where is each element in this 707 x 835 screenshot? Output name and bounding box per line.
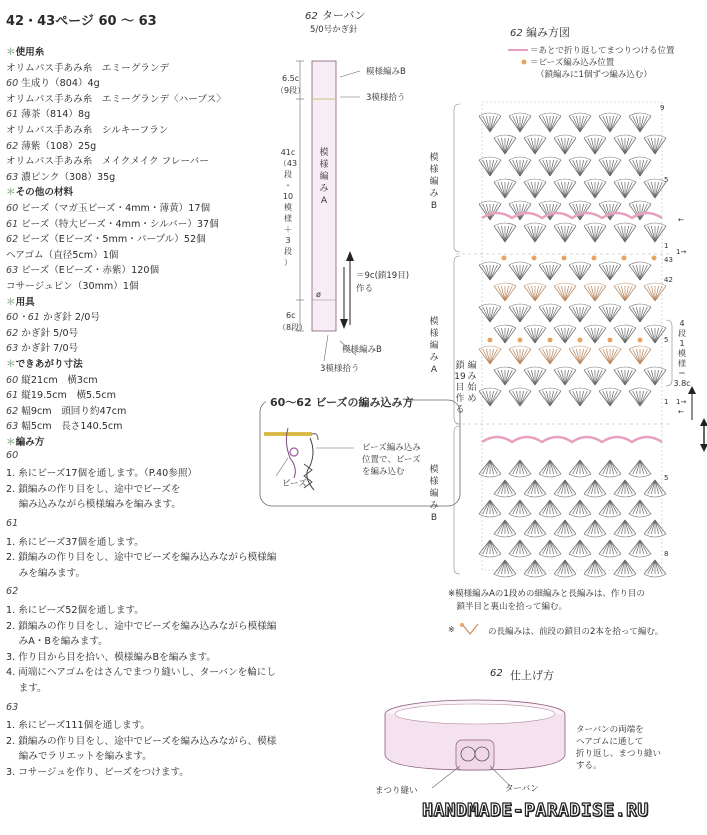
stitch-chart [420, 22, 707, 582]
beads-note-2: 位置で、ビーズ [362, 455, 421, 465]
tool-line: 62 かぎ針 5/0号 [6, 327, 79, 339]
vertical-char: ） [284, 258, 292, 267]
method-step: 1. 糸にビーズ37個を通します。 [6, 536, 144, 548]
row-number: 1 [664, 242, 669, 250]
turban-title: ターバン [322, 9, 366, 22]
other-line: コサージュピン（30mm）1個 [6, 281, 139, 292]
beads-note-3: を編み込む [362, 467, 405, 477]
repeat-char: 段 [678, 329, 686, 338]
finish-label-sew: まつり縫い [375, 786, 418, 796]
stitch-symbol-icon [448, 622, 488, 638]
other-line: ヘアゴム（直径5cm）1個 [6, 249, 119, 261]
finish-title: 仕上げ方 [510, 669, 554, 682]
method-title: ＊編み方 [6, 437, 45, 448]
material-line: 62 薄紫（108）25g [6, 140, 97, 152]
size-line: 61 縦19.5cm 横5.5cm [6, 390, 116, 402]
chart-grid [482, 102, 665, 570]
repeat-char: 模 [678, 349, 686, 358]
method-step: みA・Bを編みます。 [6, 636, 108, 648]
size-line: 63 幅5cm 長さ140.5cm [6, 421, 123, 433]
svg-text:1→: 1→ [676, 248, 687, 256]
vertical-char: ＋ [284, 225, 292, 234]
label-b-top: 模様編みB [366, 67, 406, 77]
chart-label-char: 模 [429, 153, 439, 163]
tool-line: 63 かぎ針 7/0号 [6, 343, 79, 355]
chart-num: 62 [510, 28, 523, 39]
vertical-char: 段 [284, 170, 292, 179]
tool-line: 60・61 かぎ針 2/0号 [6, 312, 100, 324]
row-number: 5 [664, 176, 669, 184]
repeat-char: ＝ [678, 369, 686, 378]
turban-num: 62 [305, 11, 318, 22]
chart-label-char: B [430, 513, 438, 523]
pick-top: 3模様拾う [366, 93, 406, 103]
method-step: 3. コサージュを作り、ビーズをつけます。 [6, 767, 189, 778]
dim-bot-2: （8段） [278, 323, 308, 332]
turban-hook: 5/0号かぎ針 [310, 25, 358, 35]
chain-label-2: 作る [356, 284, 374, 294]
bead-label: ビーズ [282, 479, 307, 489]
chart-note-3: の長編みは、前段の鎖目の2本を拾って編む。 [488, 627, 664, 637]
method-step: 4. 両端にヘアゴムをはさんでまつり縫いし、ターバンを輪にし [6, 667, 276, 679]
chart-label-char: み [429, 189, 439, 199]
chart-label-char: 模 [429, 465, 439, 475]
dim-top-2: （9段） [276, 86, 306, 95]
material-line: 61 薄茶（814）8g [6, 109, 91, 121]
row-number: 8 [664, 550, 669, 558]
chart-label-char: B [430, 201, 438, 211]
chart-label-char: る [455, 405, 465, 415]
method-step: みを編みます。 [6, 567, 86, 579]
chart-label-char: 始 [467, 383, 477, 393]
other-line: 60 ビーズ（マガ玉ビーズ・4mm・薄黄）17個 [6, 203, 211, 214]
finish-num: 62 [490, 668, 503, 679]
chart-label-char: 編 [429, 177, 439, 187]
material-line: オリムパス手あみ糸 エミーグランデ〈ハーブス〉 [6, 93, 226, 105]
legend-3: （鎖編みに1個ずつ編み込む） [536, 70, 652, 80]
method-step: 2. 鎖編みの作り目をし、途中でビーズを編み込みながら、模様 [6, 735, 277, 747]
page-header: 42・43ページ 60 ～ 63 [6, 14, 157, 29]
vertical-char: 41c [280, 148, 296, 157]
chart-label-char: 模 [429, 317, 439, 327]
other-line: 62 ビーズ（Eビーズ・5mm・パープル）52個 [6, 234, 206, 246]
chart-label-char: み [467, 372, 477, 382]
row-number: 42 [664, 276, 673, 284]
material-line: 63 濃ピンク（308）35g [6, 171, 116, 183]
vertical-char: 段 [284, 247, 292, 256]
row-number: 9 [660, 104, 665, 112]
method-block-num: 60 [6, 449, 19, 461]
vertical-char: A [320, 196, 328, 206]
repeat-char: 1 [679, 339, 685, 348]
method-block-num: 61 [6, 518, 19, 529]
chart-label-char: 鎖 [455, 361, 465, 371]
vertical-char: 様 [284, 214, 292, 223]
repeat-char: 3.8c [673, 379, 691, 388]
chart-label-char: 19 [454, 372, 466, 382]
chart-label-char: 様 [429, 165, 439, 175]
method-block-num: 63 [6, 701, 19, 713]
method-step: 1. 糸にビーズ17個を通します。（P.40参照） [6, 468, 198, 480]
method-step: ます。 [6, 683, 47, 694]
finish-label-turban: ターバン [505, 784, 539, 794]
vertical-char: 3 [285, 236, 291, 245]
chart-label-char: 様 [429, 477, 439, 487]
repeat-char: 様 [678, 359, 686, 368]
material-line: オリムパス手あみ糸 シルキーフラン [6, 125, 169, 136]
label-b-bot: 模様編みB [342, 345, 382, 355]
vertical-char: 模 [319, 148, 329, 158]
method-step: 1. 糸にビーズ52個を通します。 [6, 605, 144, 616]
svg-text:ø: ø [316, 290, 321, 299]
size-line: 62 幅9cm 頭回り約47cm [6, 405, 127, 417]
finish-desc: ターバンの両端を ヘアゴムに通して 折り返し、まつり縫い する。 [576, 725, 662, 771]
chart-label-char: 編 [429, 489, 439, 499]
method-step: 3. 作り目から目を拾い、模様編みBを編みます。 [6, 651, 216, 663]
legend-2: ＝ビーズ編み込み位置 [530, 58, 615, 68]
materials-title: ＊使用糸 [6, 47, 45, 58]
repeat-label [673, 319, 690, 388]
chart-label-char: み [429, 353, 439, 363]
chart-note-2: 鎖半目と裏山を拾って編む。 [448, 602, 568, 612]
row-number: 1 [664, 398, 669, 406]
chart-note-1: ※模様編みAの1段めの細編みと長編みは、作り目の [448, 589, 645, 599]
size-title: ＊できあがり寸法 [6, 359, 83, 370]
tools-title: ＊用具 [6, 296, 35, 308]
chart-label-char: 編 [467, 361, 477, 371]
material-line: オリムパス手あみ糸 エミーグランデ [6, 62, 170, 74]
other-line: 63 ビーズ（Eビーズ・赤紫）120個 [6, 265, 160, 277]
size-line: 60 縦21cm 横3cm [6, 374, 98, 386]
vertical-char: 様 [319, 160, 329, 170]
dim-middle [279, 148, 297, 267]
vertical-char: （43 [278, 159, 298, 168]
beads-note-1: ビーズ編み込み [362, 443, 421, 453]
method-step: 2. 鎖編みの作り目をし、途中でビーズを編み込みながら模様編 [6, 620, 277, 632]
vertical-char: み [319, 184, 329, 194]
vertical-char: 編 [319, 172, 329, 182]
chart-label-char: め [467, 394, 477, 404]
other-title: ＊その他の材料 [6, 187, 74, 199]
material-line: オリムパス手あみ糸 メイクメイク フレーバー [6, 156, 209, 168]
row-number: 5 [664, 474, 669, 482]
vertical-char: ・ [284, 181, 292, 190]
chart-labels [429, 151, 477, 523]
legend-1: ＝あとで折り返してまつりつける位置 [530, 46, 675, 56]
vertical-char: 模 [284, 203, 292, 212]
material-line: 60 生成り（804）4g [6, 78, 100, 90]
chart-title: 編み方図 [526, 26, 570, 39]
chart-label-char: み [429, 501, 439, 511]
repeat-char: 4 [679, 319, 685, 328]
svg-text:←: ← [678, 408, 684, 416]
chart-label-char: 様 [429, 329, 439, 339]
vertical-char: 10 [282, 192, 294, 201]
svg-text:※: ※ [448, 625, 455, 634]
row-number: 43 [664, 256, 673, 264]
chart-label-char: 目 [455, 383, 465, 393]
method-step: 1. 糸にビーズ111個を通します。 [6, 720, 151, 732]
method-step: 編みでラリエットを編みます。 [6, 751, 152, 763]
watermark: HANDMADE-PARADISE.RU [422, 800, 649, 821]
chart-label-char: 編 [429, 341, 439, 351]
beads-box-title: 60～62 ビーズの編み込み方 [270, 396, 414, 409]
method-block-num: 62 [6, 586, 19, 598]
pick-bot: 3模様拾う [320, 364, 360, 374]
method-step: 編み込みながら模様編みを編みます。 [6, 499, 181, 511]
chain-label: ＝9c(鎖19目) [356, 271, 410, 281]
method-step: 2. 鎖編みの作り目をし、途中でビーズを編み込みながら模様編 [6, 552, 277, 564]
svg-text:1→: 1→ [676, 398, 687, 406]
chart-label-char: A [430, 365, 438, 375]
method-step: 2. 鎖編みの作り目をし、途中でビーズを [6, 483, 181, 495]
dim-bot-1: 6c [286, 311, 296, 320]
other-line: 61 ビーズ（特大ビーズ・4mm・シルバー）37個 [6, 218, 219, 230]
chart-label-char: 作 [455, 394, 465, 404]
row-number: 5 [664, 336, 669, 344]
svg-text:←: ← [678, 216, 684, 224]
dim-top-1: 6.5c [282, 74, 300, 83]
